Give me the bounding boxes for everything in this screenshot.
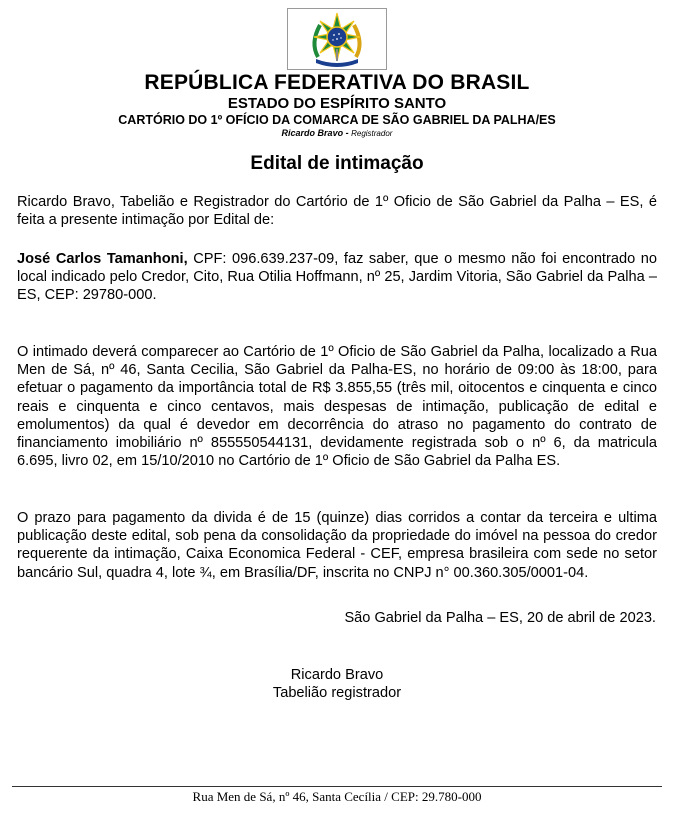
registrar-role: Registrador	[351, 129, 393, 138]
country-heading: REPÚBLICA FEDERATIVA DO BRASIL	[144, 71, 530, 94]
document-title: Edital de intimação	[250, 153, 424, 174]
signature-name: Ricardo Bravo	[290, 667, 384, 683]
brazil-coat-of-arms-icon	[288, 9, 386, 69]
intro-paragraph: Ricardo Bravo, Tabelião e Registrador do Cartório de 1º Oficio de São Gabriel da Palha – ES, é feita a presente intimação por Edital de:	[17, 194, 657, 229]
registrar-line	[0, 128, 674, 139]
payment-paragraph: O intimado deverá comparecer ao Cartório de 1º Oficio de São Gabriel da Palha, localizado a Rua Men de Sá, nº 46, Santa Cecilia, São Gabriel da Palha-ES, no horário de 09:00 às 18:00, para efetuar o pagamento da importância total de R$ 3.855,55 (três mil, oitocentos e cinquenta e cinco reais e cinquenta e cinco centavos, mais despesas de intimação, publicação de edital e emolumentos) da qual é devedor em decorrência do atraso no pagamento do contrato de financiamento imobiliário nº 855550544131, devidamente registrada sob o nº 6, da matricula 6.695, livro 02, em 15/10/2010 no Cartório de 1º Oficio de São Gabriel da Palha ES.	[17, 344, 657, 470]
footer-address: Rua Men de Sá, nº 46, Santa Cecília / CEP: 29.780-000	[192, 789, 482, 804]
signature-role: Tabelião registrador	[272, 685, 402, 701]
notified-person-paragraph	[17, 250, 657, 305]
office-heading: CARTÓRIO DO 1º OFÍCIO DA COMARCA DE SÃO GABRIEL DA PALHA/ES	[118, 113, 556, 127]
date-line: São Gabriel da Palha – ES, 20 de abril de 2023.	[344, 610, 656, 626]
notified-person-details: CPF: 096.639.237-09, faz saber, que o mesmo não foi encontrado no local indicado pelo Credor, Cito, Rua Otilia Hoffmann, nº 25, Jardim Vitoria, São Gabriel da Palha – ES, CEP: 29780-000.	[17, 251, 657, 304]
registrar-name: Ricardo Bravo -	[281, 128, 349, 138]
coat-of-arms-emblem	[287, 8, 387, 70]
deadline-paragraph: O prazo para pagamento da divida é de 15 (quinze) dias corridos a contar da terceira e ultima publicação deste edital, sob pena da consolidação da propriedade do imóvel na pessoa do credor requerente da intimação, Caixa Economica Federal - CEF, empresa brasileira com sede no setor bancário Sul, quadra 4, lote ¾, em Brasília/DF, inscrita no CNPJ n° 00.360.305/0001-04.	[17, 510, 657, 581]
footer-divider	[12, 786, 662, 787]
state-heading: ESTADO DO ESPÍRITO SANTO	[227, 95, 447, 112]
signature-block	[0, 666, 674, 702]
notified-person-name: José Carlos Tamanhoni,	[17, 251, 188, 267]
